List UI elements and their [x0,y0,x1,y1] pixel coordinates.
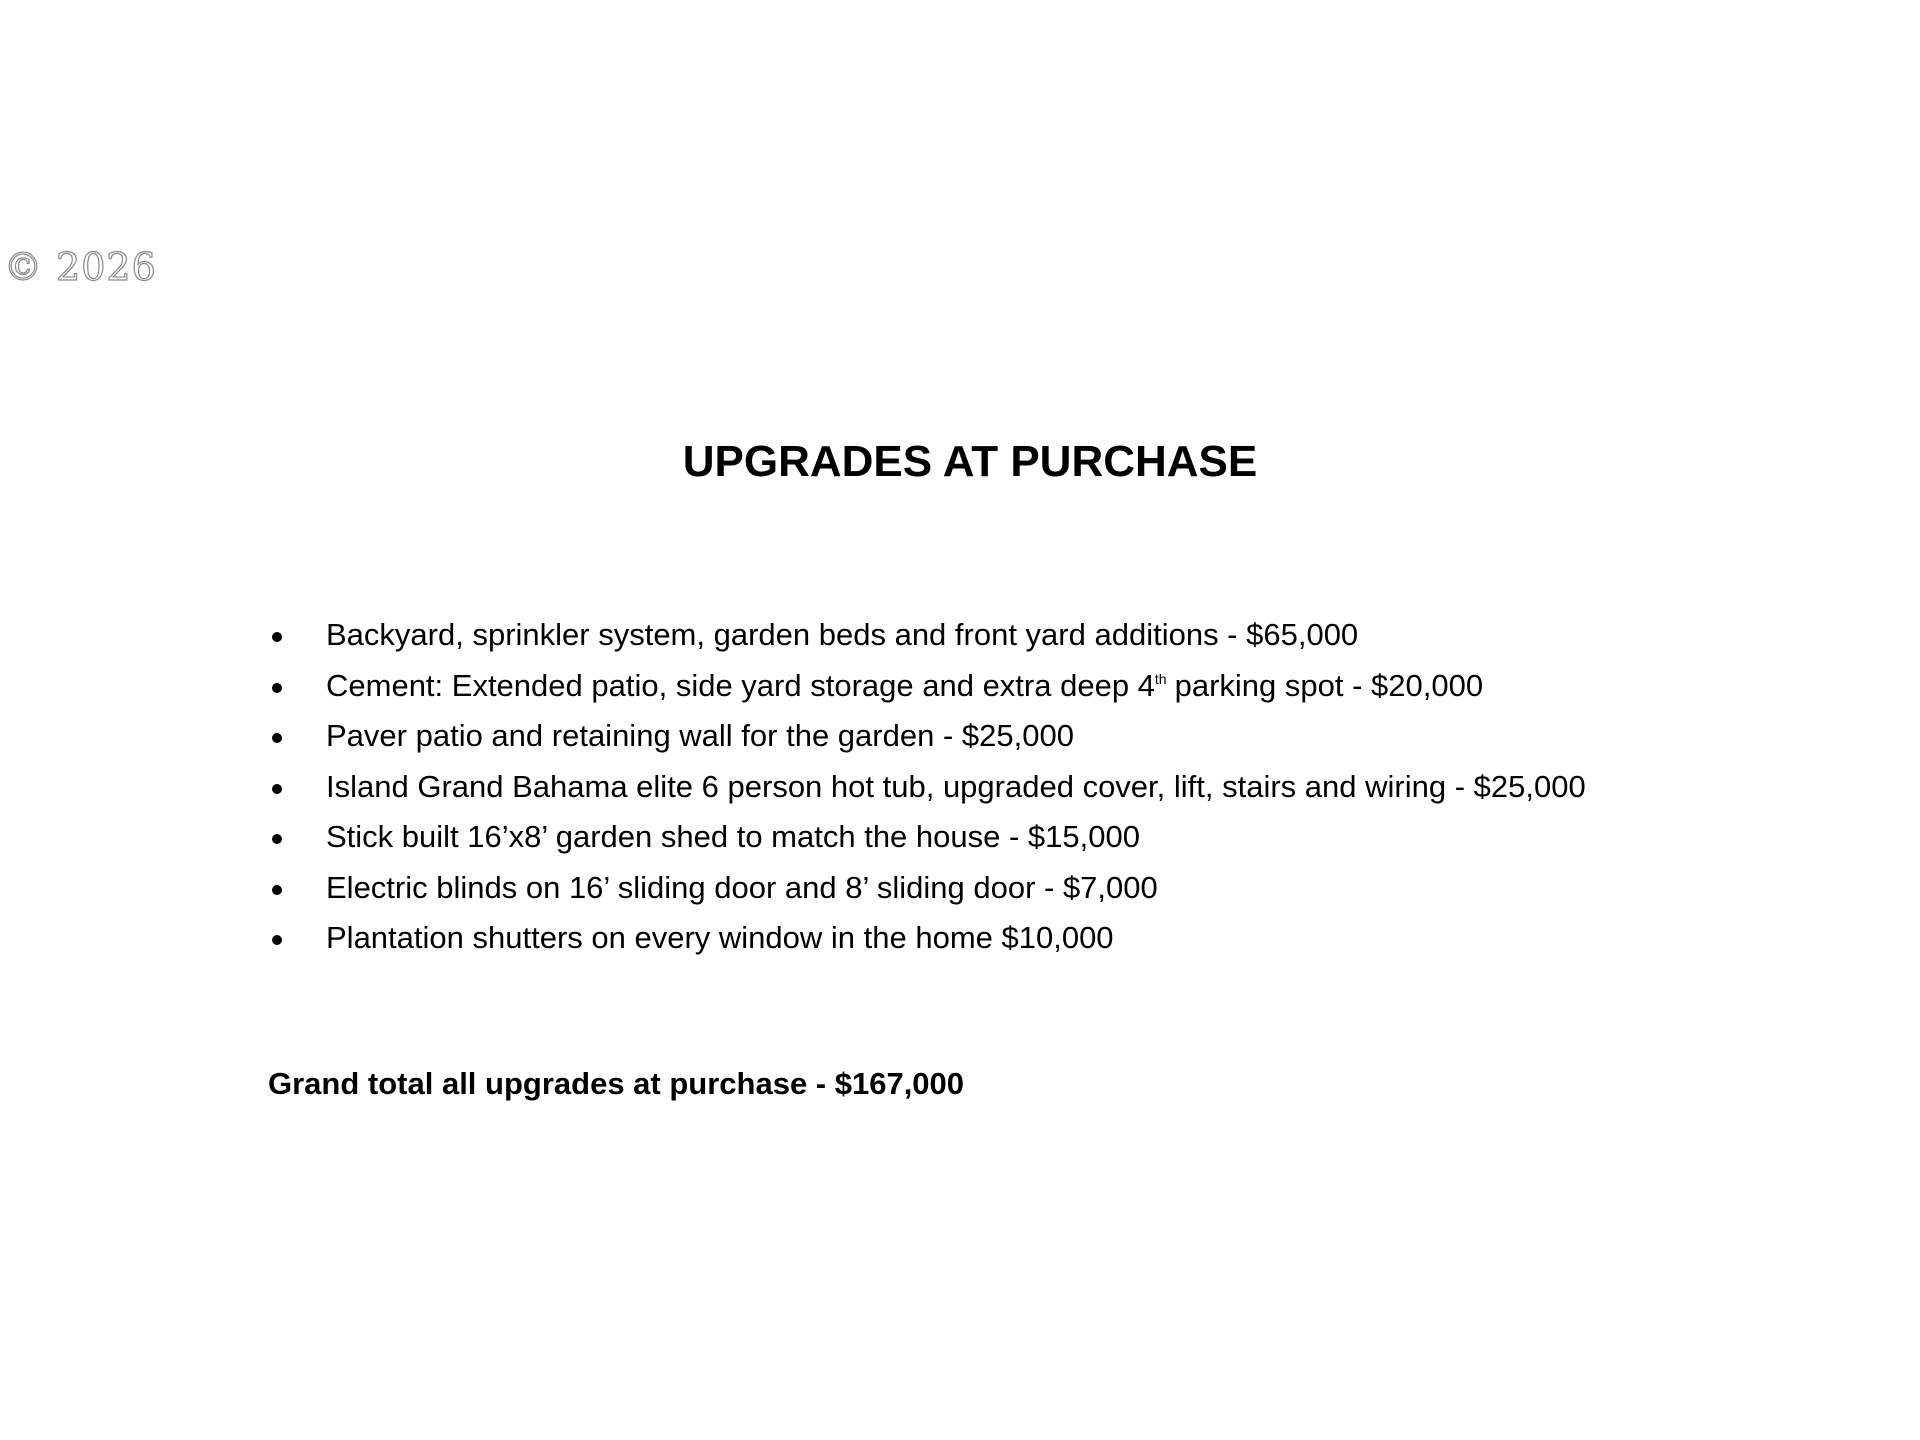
list-item-text: Island Grand Bahama elite 6 person hot tub, upgraded cover, lift, stairs and wiring - $25,000 [326,768,1586,804]
upgrades-list [268,610,1586,964]
ordinal-suffix: th [1154,670,1167,687]
list-item [268,610,1586,661]
bullet-icon [272,834,282,844]
list-item-text: Plantation shutters on every window in the home $10,000 [326,920,1114,955]
list-item [268,661,1586,712]
bullet-icon [272,683,282,693]
bullet-icon [272,885,282,895]
bullet-icon [272,784,282,794]
grand-total: Grand total all upgrades at purchase - $167,000 [268,1066,965,1101]
bullet-icon [272,935,282,945]
list-item [268,762,1586,813]
list-item-text-continued: parking spot - $20,000 [1174,667,1484,703]
list-item-text: Paver patio and retaining wall for the garden - $25,000 [326,718,1074,753]
bullet-icon [272,632,282,642]
list-item-text: Backyard, sprinkler system, garden beds and front yard additions - $65,000 [326,617,1359,652]
list-item [268,711,1586,762]
list-item-text: Cement: Extended patio, side yard storage and extra deep 4 [326,667,1155,703]
bullet-icon [272,733,282,743]
list-item [268,812,1586,863]
list-item-text: Electric blinds on 16’ sliding door and 8’ sliding door - $7,000 [326,869,1158,905]
copyright-watermark: © 2026 [4,245,157,289]
list-item [268,913,1586,964]
document-title: UPGRADES AT PURCHASE [682,437,1258,486]
list-item-text: Stick built 16’x8’ garden shed to match the house - $15,000 [326,819,1140,854]
list-item [268,863,1586,914]
